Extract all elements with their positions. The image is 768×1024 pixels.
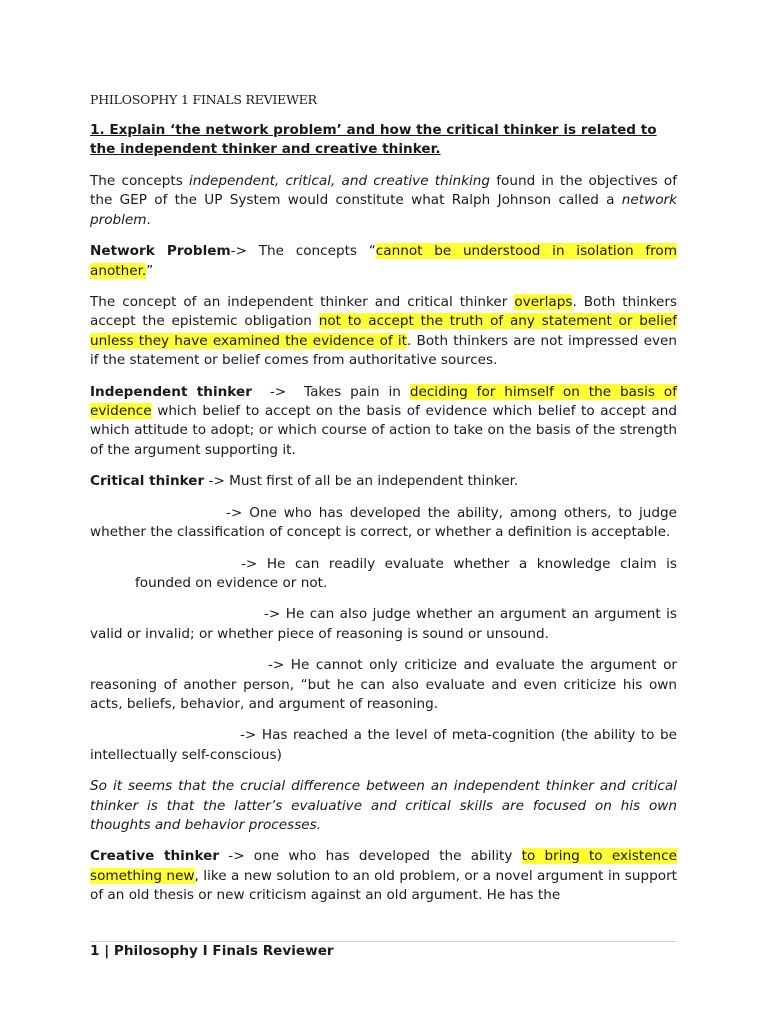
text-run: The concepts — [90, 173, 189, 189]
text-run: -> The concepts “ — [230, 243, 376, 260]
page-footer — [90, 943, 334, 959]
highlighted-text: cannot be understood in isolation from another. — [90, 243, 677, 279]
term-label: Critical thinker — [90, 473, 205, 490]
text-run: -> Must first of all be an independent thinker. — [204, 473, 519, 490]
document-title: PHILOSOPHY 1 FINALS REVIEWER — [90, 92, 317, 107]
paragraph-critical-ability-1: -> One who has developed the ability, among others, to judge whether the classification of concept is correct, or whether a definition is acceptable. — [90, 504, 677, 541]
text-run: , like a new solution to an old problem, or a novel argument in support of an old thesis or new criticism against an old argument. He has the — [90, 867, 677, 904]
text-run: The concept of an independent thinker and critical thinker — [90, 294, 515, 311]
paragraph-network-problem — [90, 242, 677, 281]
footer-divider — [90, 941, 677, 942]
highlighted-text: overlaps — [514, 294, 573, 311]
paragraph-critical-ability-3: -> He can also judge whether an argument an argument is valid or invalid; or whether piece of reasoning is sound or unsound. — [90, 606, 677, 642]
term-label: Independent thinker — [90, 383, 252, 400]
italic-text: network problem — [90, 192, 677, 228]
document-body — [90, 92, 677, 918]
text-run: . Both thinkers accept the epistemic obligation — [90, 294, 678, 330]
paragraph-overlap — [90, 293, 677, 371]
italic-text: independent, critical, and creative thinking — [189, 173, 491, 189]
text-run: . Both thinkers are not impressed even if the statement or belief comes from authoritative sources. — [90, 332, 677, 369]
paragraph-critical-ability-5: -> Has reached a the level of meta-cognition (the ability to be intellectually self-conscious) — [90, 727, 677, 763]
question-heading: 1. Explain ‘the network problem’ and how the critical thinker is related to the independent thinker and creative thinker. — [90, 122, 657, 157]
paragraph-creative-thinker — [90, 847, 677, 905]
text-run: -> Takes pain in — [251, 383, 410, 400]
highlighted-text: deciding for himself on the basis of evidence — [90, 383, 677, 420]
paragraph-critical-ability-4: -> He cannot only criticize and evaluate the argument or reasoning of another person, “but he can also evaluate and even criticize his own acts, beliefs, behavior, and argument of reasoning. — [90, 657, 677, 712]
footer-title: Philosophy I Finals Reviewer — [113, 943, 334, 959]
footer-separator: | — [99, 943, 114, 959]
paragraph-network-intro — [90, 172, 677, 230]
paragraph-independent-thinker — [90, 383, 677, 461]
text-run: ” — [146, 262, 154, 279]
paragraph-critical-thinker — [90, 472, 677, 491]
term-label: Creative thinker — [90, 848, 220, 865]
paragraph-critical-ability-2: -> He can readily evaluate whether a knowledge claim is founded on evidence or not. — [135, 555, 677, 591]
highlighted-text: to bring to existence something new — [90, 848, 678, 884]
paragraph-crucial-difference: So it seems that the crucial difference between an independent thinker and critical thinker is that the latter’s evaluative and critical skills are focused on his own thoughts and behavior processes. — [90, 778, 677, 833]
text-run: which belief to accept on the basis of evidence which belief to accept and which attitude to adopt; or which course of action to take on the basis of the strength of the argument supporting it. — [90, 403, 677, 458]
page-number: 1 — [90, 943, 100, 959]
text-run: found in the objectives of the GEP of the UP System would constitute what Ralph Johnson called a — [90, 173, 678, 209]
text-run: -> one who has developed the ability — [219, 848, 522, 865]
term-label: Network Problem — [90, 243, 231, 260]
highlighted-text: not to accept the truth of any statement or belief unless they have examined the evidence of it — [90, 313, 677, 349]
text-run: . — [146, 211, 151, 228]
